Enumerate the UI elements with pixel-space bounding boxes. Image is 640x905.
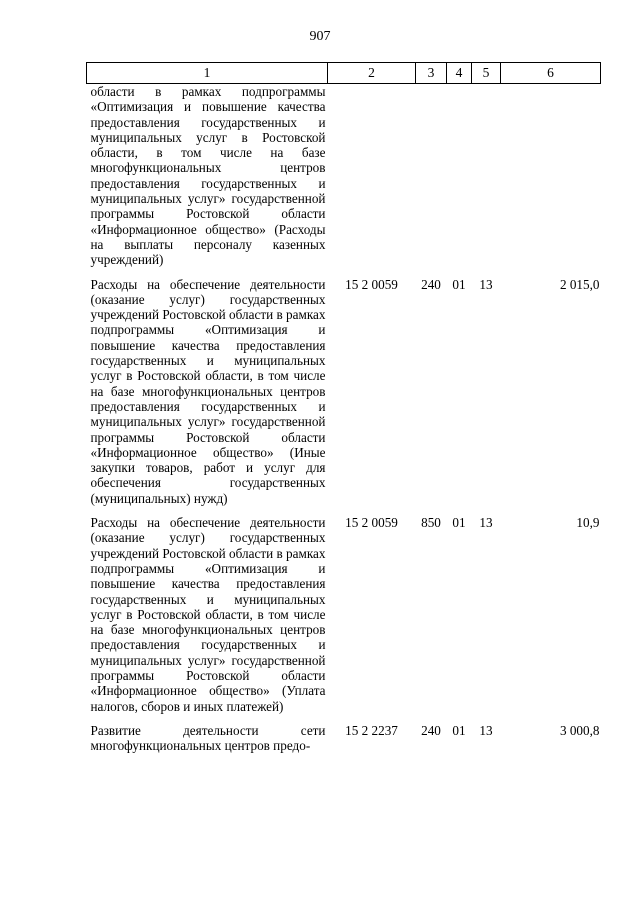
table-row [87,723,601,754]
row-col-3 [416,84,447,268]
row-amount: 10,9 [576,515,600,531]
row-col-3: 240 [421,276,441,292]
row-code [328,84,416,268]
table-row [87,277,601,506]
page-number: 907 [309,29,331,44]
row-col-4: 01 [452,276,466,292]
row-col-4: 01 [452,515,466,531]
row-amount: 2 015,0 [559,276,600,292]
row-code: 15 2 0059 [345,276,398,292]
header-col-2: 2 [328,63,416,84]
row-col-5 [472,84,501,268]
row-col-3: 240 [421,722,441,738]
row-description: Развитие деятельности сети многофункциональных центров предо- [90,722,326,754]
table-row [87,84,601,268]
row-code: 15 2 2237 [345,722,398,738]
header-col-6: 6 [501,63,601,84]
row-col-5: 13 [479,722,493,738]
row-description: области в рамках подпрограммы «Оптимизация и повышение качества предоставления государственных и муниципальных услуг в Ростовской области, в том числе на базе многофункциональных центров предоставления государственных и муниципальных услуг» государственной программы Ростовской области «Информационное общество» (Расходы на выплаты персоналу казенных учреждений) [90,84,326,268]
row-amount: 3 000,8 [559,722,600,738]
header-col-4: 4 [447,63,472,84]
row-col-5: 13 [479,515,493,531]
table-header-row [87,63,601,84]
header-col-5: 5 [472,63,501,84]
row-col-5: 13 [479,276,493,292]
row-amount [501,84,601,268]
header-col-3: 3 [416,63,447,84]
row-col-4 [447,84,472,268]
row-description: Расходы на обеспечение деятельности (оказание услуг) государственных учреждений Ростовской области в рамках подпрограммы «Оптимизация и повышение качества предоставления государственных и муниципальных услуг в Ростовской области, в том числе на базе многофункциональных центров предоставления государственных и муниципальных услуг» государственной программы Ростовской области «Информационное общество» (Иные закупки товаров, работ и услуг для обеспечения государственных (муниципальных) нужд) [90,276,326,506]
budget-table [86,62,601,753]
table-row [87,515,601,714]
row-code: 15 2 0059 [345,515,398,531]
row-description: Расходы на обеспечение деятельности (оказание услуг) государственных учреждений Ростовской области в рамках подпрограммы «Оптимизация и повышение качества предоставления государственных и муниципальных услуг в Ростовской области, в том числе на базе многофункциональных центров предоставления государственных и муниципальных услуг» государственной программы Ростовской области «Информационное общество» (Уплата налогов, сборов и иных платежей) [90,515,326,714]
row-col-4: 01 [452,722,466,738]
row-col-3: 850 [421,515,441,531]
header-col-1: 1 [87,63,328,84]
